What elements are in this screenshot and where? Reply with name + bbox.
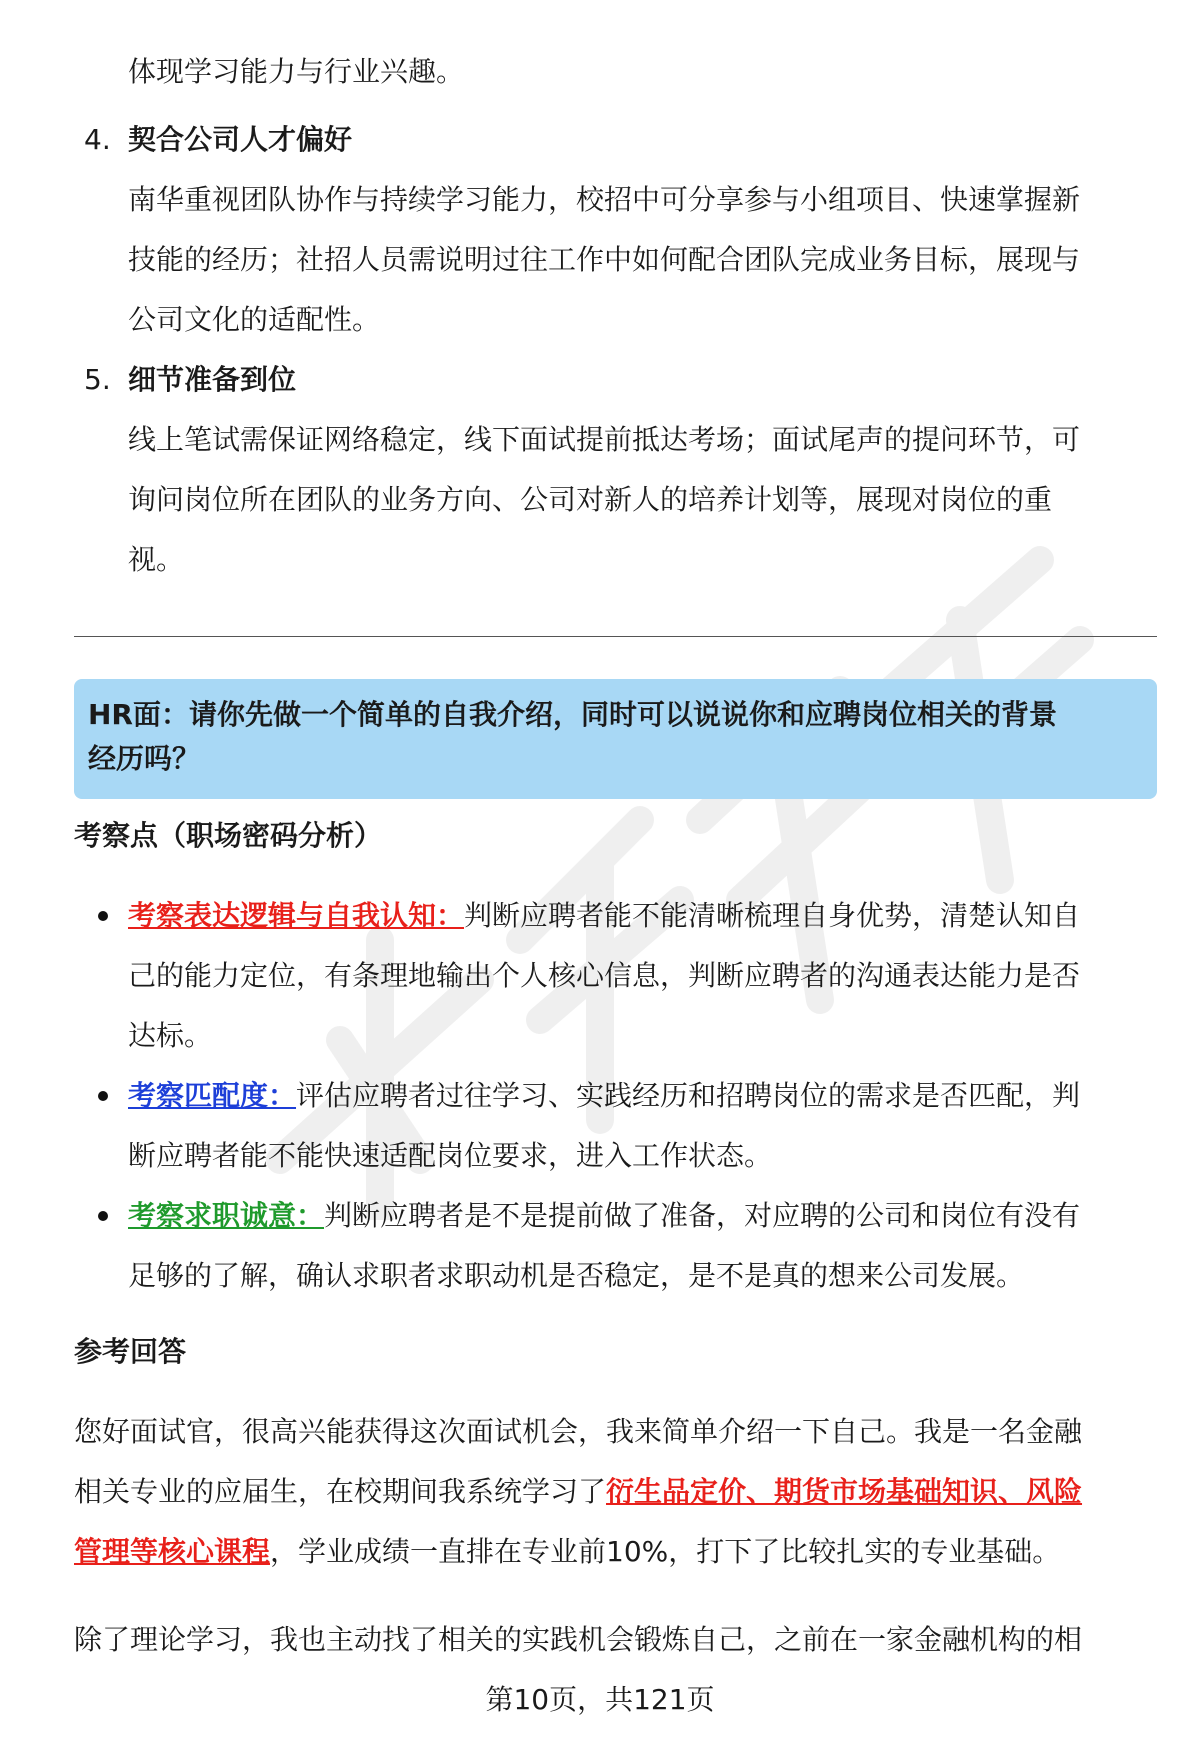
bullet-dot-icon [98,911,108,921]
answer-highlight: 衍生品定价、期货市场基础知识、风险 [606,1475,1083,1508]
bullet-line [128,886,1148,946]
list-item-title: 契合公司人才偏好 [128,123,353,156]
answer-line: 您好面试官，很高兴能获得这次面试机会，我来简单介绍一下自己。我是一名金融 [74,1415,1083,1448]
section-divider [74,636,1157,637]
list-item-text: 南华重视团队协作与持续学习能力，校招中可分享参与小组项目、快速掌握新 [128,183,1081,216]
bullet-keyword: 考察匹配度： [128,1079,297,1112]
hr-question-line: HR面：请你先做一个简单的自我介绍，同时可以说说你和应聘岗位相关的背景 [88,698,1057,731]
hr-question-box [74,679,1157,799]
bullet-dot-icon [98,1211,108,1221]
exam-points-title: 考察点（职场密码分析） [74,819,383,852]
answer-highlight: 管理等核心课程 [74,1535,271,1568]
list-number: 5. [84,363,111,396]
answer-line [74,1462,1154,1522]
bullet-dot-icon [98,1091,108,1101]
answer-line [74,1522,1154,1582]
hr-question-text [88,693,1138,781]
answer-text: 相关专业的应届生，在校期间我系统学习了 [74,1475,607,1508]
continuation-text: 体现学习能力与行业兴趣。 [128,55,465,88]
bullet-line: 达标。 [128,1019,213,1052]
bullet-line [128,1066,1148,1126]
list-item-title: 细节准备到位 [128,363,297,396]
bullet-line: 断应聘者能不能快速适配岗位要求，进入工作状态。 [128,1139,773,1172]
bullet-text: 评估应聘者过往学习、实践经历和招聘岗位的需求是否匹配，判 [296,1079,1081,1112]
bullet-keyword: 考察求职诚意： [128,1199,325,1232]
list-item-text: 线上笔试需保证网络稳定，线下面试提前抵达考场；面试尾声的提问环节，可 [128,423,1081,456]
answer-line: 除了理论学习，我也主动找了相关的实践机会锻炼自己，之前在一家金融机构的相 [74,1623,1083,1656]
bullet-line [128,1186,1148,1246]
bullet-keyword: 考察表达逻辑与自我认知： [128,899,465,932]
list-item-text: 询问岗位所在团队的业务方向、公司对新人的培养计划等，展现对岗位的重 [128,483,1053,516]
answer-text: ，学业成绩一直排在专业前10%，打下了比较扎实的专业基础。 [270,1535,1061,1568]
page-footer: 第10页，共121页 [485,1683,715,1716]
bullet-line: 己的能力定位，有条理地输出个人核心信息，判断应聘者的沟通表达能力是否 [128,959,1081,992]
hr-question-line: 经历吗？ [88,742,201,775]
bullet-text: 判断应聘者是不是提前做了准备，对应聘的公司和岗位有没有 [324,1199,1081,1232]
bullet-line: 足够的了解，确认求职者求职动机是否稳定，是不是真的想来公司发展。 [128,1259,1025,1292]
list-item-text: 视。 [128,543,185,576]
reference-answer-title: 参考回答 [74,1335,187,1368]
list-item-text: 技能的经历；社招人员需说明过往工作中如何配合团队完成业务目标，展现与 [128,243,1081,276]
list-item-text: 公司文化的适配性。 [128,303,381,336]
bullet-text: 判断应聘者能不能清晰梳理自身优势，清楚认知自 [464,899,1081,932]
list-number: 4. [84,123,111,156]
